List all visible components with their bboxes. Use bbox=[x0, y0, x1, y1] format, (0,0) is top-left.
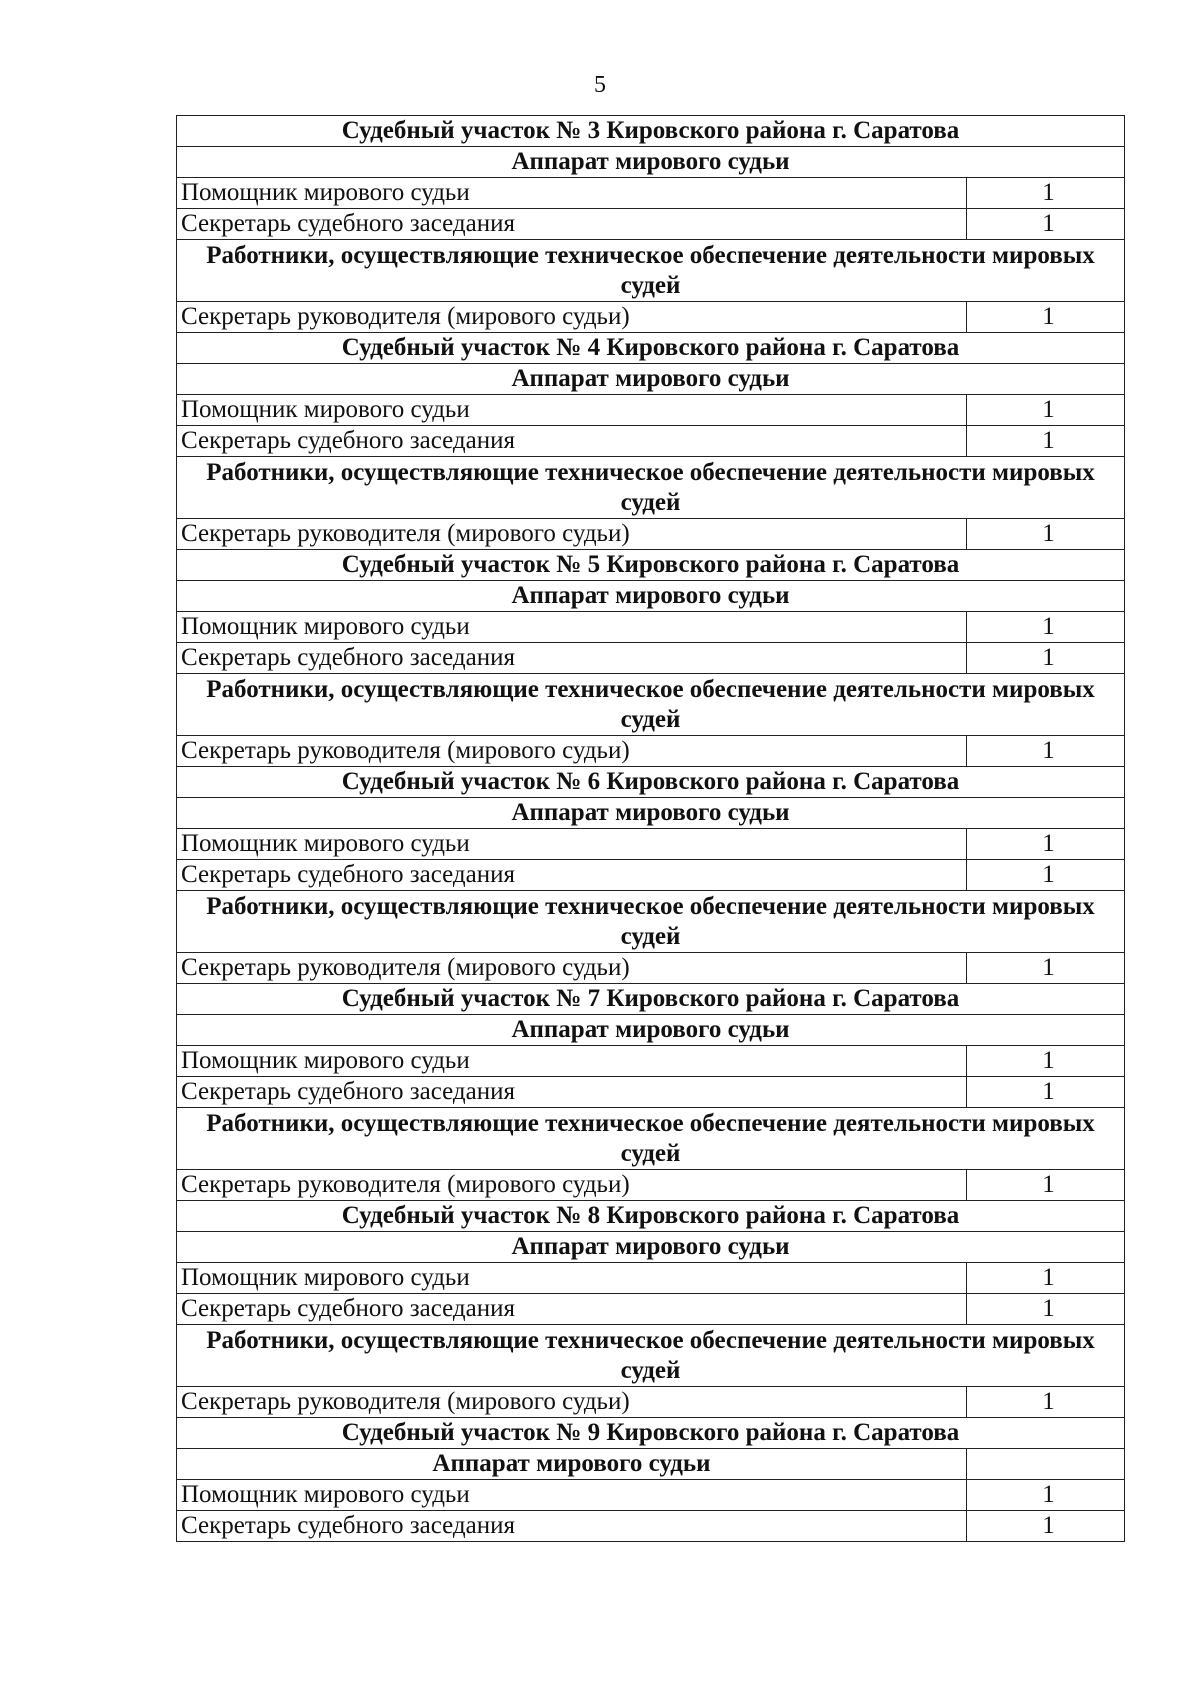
section-header: Работники, осуществляющие техническое обеспечение деятельности мировых судей bbox=[177, 674, 1125, 736]
section-header-row bbox=[177, 333, 1125, 364]
position-count: 1 bbox=[967, 1046, 1125, 1077]
position-count: 1 bbox=[967, 1294, 1125, 1325]
position-name: Секретарь судебного заседания bbox=[177, 1511, 967, 1542]
section-header-row bbox=[177, 550, 1125, 581]
section-subheader-row bbox=[177, 674, 1125, 736]
position-name: Секретарь руководителя (мирового судьи) bbox=[177, 519, 967, 550]
section-header: Аппарат мирового судьи bbox=[177, 1232, 1125, 1263]
section-header: Аппарат мирового судьи bbox=[177, 364, 1125, 395]
position-name: Помощник мирового судьи bbox=[177, 829, 967, 860]
table-row bbox=[177, 1077, 1125, 1108]
position-name: Секретарь руководителя (мирового судьи) bbox=[177, 1387, 967, 1418]
position-name: Секретарь судебного заседания bbox=[177, 1077, 967, 1108]
table-row bbox=[177, 1263, 1125, 1294]
section-header-row bbox=[177, 581, 1125, 612]
position-name: Помощник мирового судьи bbox=[177, 1480, 967, 1511]
position-count bbox=[967, 1449, 1125, 1480]
section-header-row bbox=[177, 116, 1125, 147]
section-header: Судебный участок № 7 Кировского района г. Саратова bbox=[177, 984, 1125, 1015]
position-name: Секретарь руководителя (мирового судьи) bbox=[177, 736, 967, 767]
position-name: Секретарь судебного заседания bbox=[177, 643, 967, 674]
section-header: Работники, осуществляющие техническое обеспечение деятельности мировых судей bbox=[177, 1108, 1125, 1170]
table-row bbox=[177, 643, 1125, 674]
position-count: 1 bbox=[967, 302, 1125, 333]
section-header-row bbox=[177, 798, 1125, 829]
section-subheader-row bbox=[177, 1325, 1125, 1387]
section-header-row bbox=[177, 1418, 1125, 1449]
section-header: Судебный участок № 5 Кировского района г. Саратова bbox=[177, 550, 1125, 581]
table-row bbox=[177, 1170, 1125, 1201]
position-count: 1 bbox=[967, 1387, 1125, 1418]
section-header: Судебный участок № 6 Кировского района г. Саратова bbox=[177, 767, 1125, 798]
table-row bbox=[177, 1387, 1125, 1418]
section-header: Судебный участок № 8 Кировского района г. Саратова bbox=[177, 1201, 1125, 1232]
position-name: Секретарь судебного заседания bbox=[177, 426, 967, 457]
table-row bbox=[177, 612, 1125, 643]
position-count: 1 bbox=[967, 1170, 1125, 1201]
staffing-table bbox=[176, 115, 1125, 1542]
section-header-row bbox=[177, 1015, 1125, 1046]
position-name: Секретарь судебного заседания bbox=[177, 860, 967, 891]
table-row bbox=[177, 1511, 1125, 1542]
table-row bbox=[177, 519, 1125, 550]
position-count: 1 bbox=[967, 953, 1125, 984]
section-header: Аппарат мирового судьи bbox=[177, 798, 1125, 829]
position-count: 1 bbox=[967, 643, 1125, 674]
position-count: 1 bbox=[967, 1263, 1125, 1294]
position-name: Секретарь руководителя (мирового судьи) bbox=[177, 953, 967, 984]
table-row bbox=[177, 178, 1125, 209]
table-row bbox=[177, 953, 1125, 984]
section-header: Аппарат мирового судьи bbox=[177, 1449, 967, 1480]
section-subheader-row bbox=[177, 457, 1125, 519]
section-header-row bbox=[177, 1201, 1125, 1232]
staffing-table-body bbox=[177, 116, 1125, 1542]
position-count: 1 bbox=[967, 178, 1125, 209]
position-count: 1 bbox=[967, 395, 1125, 426]
position-count: 1 bbox=[967, 1511, 1125, 1542]
page-number: 5 bbox=[594, 72, 606, 98]
section-header: Работники, осуществляющие техническое обеспечение деятельности мировых судей bbox=[177, 457, 1125, 519]
position-name: Секретарь судебного заседания bbox=[177, 1294, 967, 1325]
section-header-row bbox=[177, 984, 1125, 1015]
position-name: Помощник мирового судьи bbox=[177, 1046, 967, 1077]
table-row bbox=[177, 395, 1125, 426]
position-count: 1 bbox=[967, 829, 1125, 860]
position-name: Помощник мирового судьи bbox=[177, 1263, 967, 1294]
section-subheader-row bbox=[177, 1108, 1125, 1170]
section-header-row bbox=[177, 147, 1125, 178]
position-count: 1 bbox=[967, 209, 1125, 240]
table-row bbox=[177, 302, 1125, 333]
section-subheader-row bbox=[177, 240, 1125, 302]
section-header: Работники, осуществляющие техническое обеспечение деятельности мировых судей bbox=[177, 1325, 1125, 1387]
section-header: Судебный участок № 3 Кировского района г. Саратова bbox=[177, 116, 1125, 147]
position-count: 1 bbox=[967, 1480, 1125, 1511]
table-row bbox=[177, 736, 1125, 767]
position-name: Секретарь руководителя (мирового судьи) bbox=[177, 1170, 967, 1201]
section-header: Судебный участок № 4 Кировского района г. Саратова bbox=[177, 333, 1125, 364]
section-header: Работники, осуществляющие техническое обеспечение деятельности мировых судей bbox=[177, 891, 1125, 953]
position-name: Помощник мирового судьи bbox=[177, 395, 967, 426]
section-header: Аппарат мирового судьи bbox=[177, 1015, 1125, 1046]
position-count: 1 bbox=[967, 1077, 1125, 1108]
section-header-row bbox=[177, 1232, 1125, 1263]
position-count: 1 bbox=[967, 426, 1125, 457]
section-header-row bbox=[177, 1449, 1125, 1480]
section-header: Аппарат мирового судьи bbox=[177, 581, 1125, 612]
table-row bbox=[177, 209, 1125, 240]
table-row bbox=[177, 1294, 1125, 1325]
section-header: Аппарат мирового судьи bbox=[177, 147, 1125, 178]
position-count: 1 bbox=[967, 612, 1125, 643]
position-count: 1 bbox=[967, 519, 1125, 550]
section-header-row bbox=[177, 767, 1125, 798]
position-count: 1 bbox=[967, 860, 1125, 891]
position-name: Помощник мирового судьи bbox=[177, 612, 967, 643]
table-row bbox=[177, 426, 1125, 457]
table-row bbox=[177, 860, 1125, 891]
section-header-row bbox=[177, 364, 1125, 395]
position-name: Помощник мирового судьи bbox=[177, 178, 967, 209]
table-row bbox=[177, 829, 1125, 860]
table-row bbox=[177, 1046, 1125, 1077]
position-count: 1 bbox=[967, 736, 1125, 767]
table-row bbox=[177, 1480, 1125, 1511]
position-name: Секретарь судебного заседания bbox=[177, 209, 967, 240]
section-header: Работники, осуществляющие техническое обеспечение деятельности мировых судей bbox=[177, 240, 1125, 302]
section-subheader-row bbox=[177, 891, 1125, 953]
section-header: Судебный участок № 9 Кировского района г. Саратова bbox=[177, 1418, 1125, 1449]
position-name: Секретарь руководителя (мирового судьи) bbox=[177, 302, 967, 333]
